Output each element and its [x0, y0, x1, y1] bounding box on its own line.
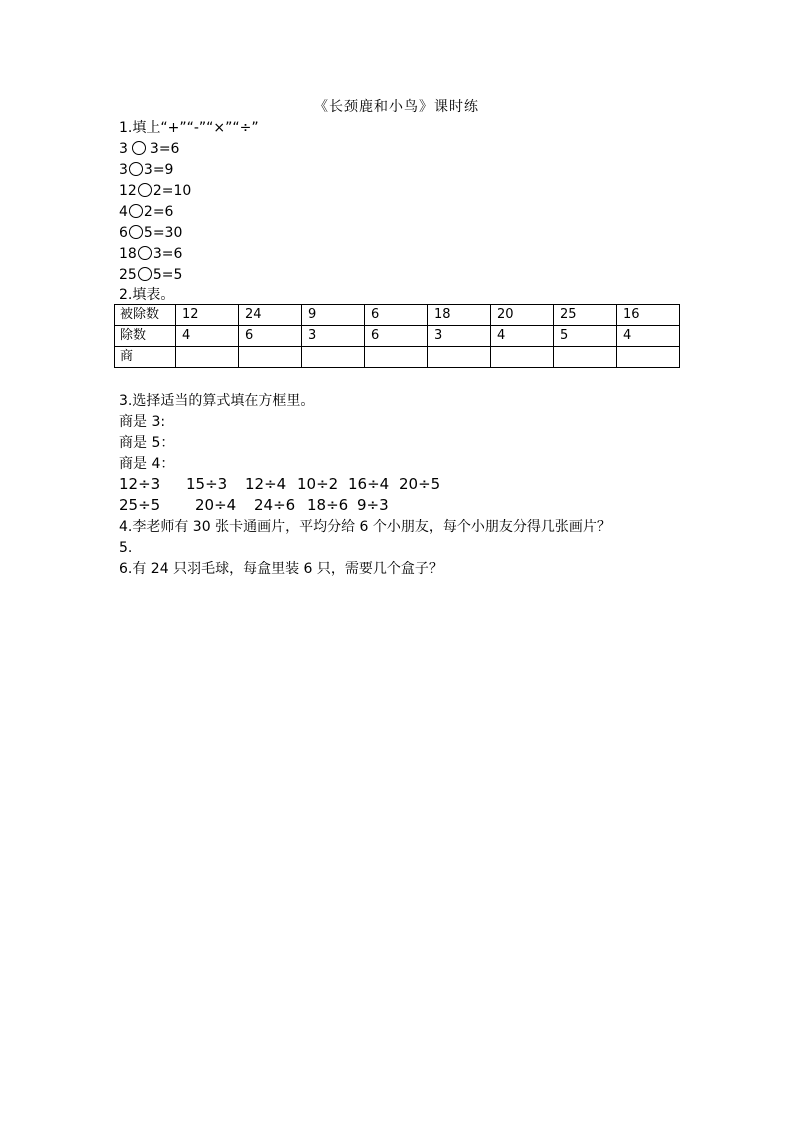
q1-item: 18 3=6 — [119, 246, 183, 262]
table-cell: 6 — [239, 326, 302, 347]
table-row-divisor — [115, 326, 680, 347]
expression: 15÷3 — [186, 475, 228, 493]
table-row-quotient — [115, 347, 680, 368]
expression: 24÷6 — [254, 496, 296, 514]
blank-circle[interactable] — [129, 162, 143, 176]
q1-item: 4 2=6 — [119, 204, 174, 220]
table-cell: 20 — [491, 305, 554, 326]
table-cell: 3 — [428, 326, 491, 347]
q4-text: 4.李老师有 30 张卡通画片，平均分给 6 个小朋友，每个小朋友分得几张画片？ — [119, 519, 611, 535]
answer-cell[interactable] — [176, 347, 239, 368]
q3-label: 商是 4： — [119, 456, 175, 472]
answer-cell[interactable] — [428, 347, 491, 368]
row-label: 除数 — [115, 326, 176, 347]
answer-cell[interactable] — [491, 347, 554, 368]
table-cell: 16 — [617, 305, 680, 326]
row-label: 商 — [115, 347, 176, 368]
table-row-dividend — [115, 305, 680, 326]
q1-item: 6 5=30 — [119, 225, 183, 241]
q3-expressions-row2 — [119, 496, 389, 515]
expression: 10÷2 — [297, 475, 339, 493]
answer-cell[interactable] — [239, 347, 302, 368]
table-cell: 6 — [365, 326, 428, 347]
expression: 20÷5 — [399, 475, 441, 493]
q3-label: 商是 5： — [119, 435, 175, 451]
answer-cell[interactable] — [617, 347, 680, 368]
expression: 18÷6 — [307, 496, 349, 514]
blank-circle[interactable] — [132, 141, 146, 155]
expression: 16÷4 — [348, 475, 390, 493]
table-cell: 3 — [302, 326, 365, 347]
table-cell: 4 — [617, 326, 680, 347]
blank-circle[interactable] — [138, 267, 152, 281]
q2-heading: 2.填表。 — [119, 287, 175, 303]
division-table — [114, 304, 680, 368]
table-cell: 9 — [302, 305, 365, 326]
answer-cell[interactable] — [365, 347, 428, 368]
q1-item: 12 2=10 — [119, 183, 192, 199]
expression: 12÷3 — [119, 475, 161, 493]
expression: 25÷5 — [119, 496, 161, 514]
q1-heading: 1.填上“+”“-”“×”“÷” — [119, 120, 259, 136]
table-cell: 18 — [428, 305, 491, 326]
q1-item: 3 3=6 — [119, 141, 180, 157]
blank-circle[interactable] — [138, 246, 152, 260]
q3-heading: 3.选择适当的算式填在方框里。 — [119, 393, 315, 409]
row-label: 被除数 — [115, 305, 176, 326]
expression: 12÷4 — [245, 475, 287, 493]
q1-item: 25 5=5 — [119, 267, 183, 283]
q5-text: 5. — [119, 540, 133, 556]
table-cell: 6 — [365, 305, 428, 326]
expression: 20÷4 — [195, 496, 237, 514]
blank-circle[interactable] — [129, 225, 143, 239]
answer-cell[interactable] — [554, 347, 617, 368]
blank-circle[interactable] — [138, 183, 152, 197]
table-cell: 25 — [554, 305, 617, 326]
page-title: 《长颈鹿和小鸟》课时练 — [314, 99, 479, 115]
q3-label: 商是 3: — [119, 414, 166, 430]
table-cell: 4 — [176, 326, 239, 347]
table-cell: 24 — [239, 305, 302, 326]
table-cell: 12 — [176, 305, 239, 326]
q3-expressions-row1 — [119, 475, 440, 494]
answer-cell[interactable] — [302, 347, 365, 368]
table-cell: 5 — [554, 326, 617, 347]
q6-text: 6.有 24 只羽毛球，每盒里装 6 只，需要几个盒子？ — [119, 561, 443, 577]
q1-item: 3 3=9 — [119, 162, 174, 178]
table-cell: 4 — [491, 326, 554, 347]
expression: 9÷3 — [357, 496, 389, 514]
blank-circle[interactable] — [129, 204, 143, 218]
